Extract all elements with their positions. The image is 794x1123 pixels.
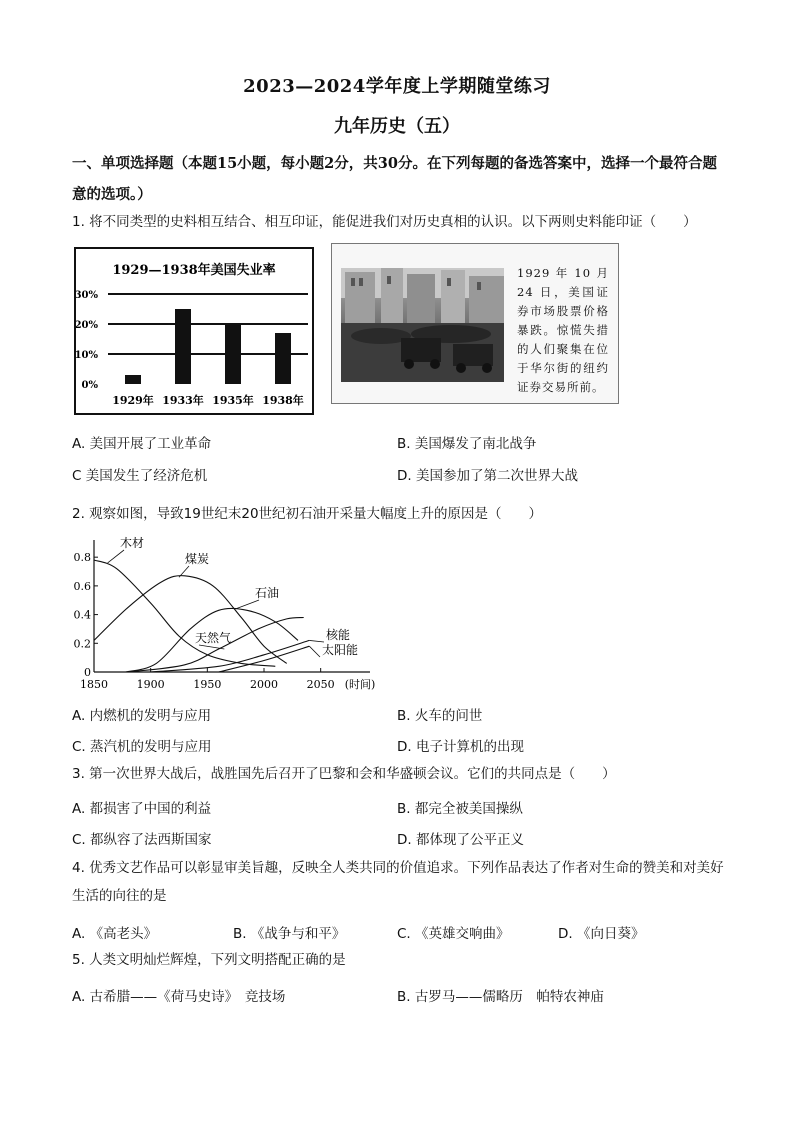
question-2-option-b[interactable]: B. 火车的问世	[397, 708, 483, 724]
series-label: 石油	[255, 586, 280, 600]
question-5-option-b[interactable]: B. 古罗马——儒略历 帕特农神庙	[397, 989, 604, 1005]
question-3-option-c[interactable]: C. 都纵容了法西斯国家	[72, 832, 212, 848]
series-label-pointer	[108, 550, 124, 563]
question-4-option-c[interactable]: C. 《英雄交响曲》	[397, 926, 510, 942]
question-1-option-d[interactable]: D. 美国参加了第二次世界大战	[397, 468, 578, 484]
series-label-pointer	[309, 646, 320, 657]
question-2-option-c[interactable]: C. 蒸汽机的发明与应用	[72, 739, 212, 755]
series-label: 天然气	[195, 631, 232, 645]
question-1-option-b[interactable]: B. 美国爆发了南北战争	[397, 436, 537, 452]
question-5-option-a[interactable]: A. 古希腊——《荷马史诗》 竞技场	[72, 989, 286, 1005]
unemployment-bar-chart	[74, 247, 314, 415]
exam-title: 2023—2024学年度上学期随堂练习	[243, 76, 551, 97]
x-tick-label: 2000	[250, 678, 278, 691]
question-3-option-a[interactable]: A. 都损害了中国的利益	[72, 801, 212, 817]
wall-street-crowd-photo	[341, 268, 504, 382]
unemployment-chart-svg	[76, 249, 312, 413]
y-tick-label: 30%	[76, 290, 98, 301]
question-3-option-d[interactable]: D. 都体现了公平正义	[397, 832, 524, 848]
question-2-stem: 2. 观察如图，导致19世纪末20世纪初石油开采量大幅度上升的原因是（ ）	[72, 506, 543, 522]
question-5-stem: 5. 人类文明灿烂辉煌，下列文明搭配正确的是	[72, 952, 346, 968]
bar	[225, 324, 241, 384]
series-label: 木材	[120, 536, 145, 550]
question-2-option-a[interactable]: A. 内燃机的发明与应用	[72, 708, 212, 724]
x-tick-label: 1935年	[212, 394, 254, 407]
bar	[275, 333, 291, 384]
energy-chart-svg	[70, 535, 390, 695]
x-tick-label: 1900	[136, 678, 165, 691]
x-tick-label: 1950	[193, 678, 222, 691]
question-4-option-d[interactable]: D. 《向日葵》	[558, 926, 645, 942]
question-2-option-d[interactable]: D. 电子计算机的出现	[397, 739, 524, 755]
series-label: 煤炭	[185, 552, 210, 566]
exam-subtitle: 九年历史（五）	[334, 116, 460, 137]
question-1-option-c[interactable]: C 美国发生了经济危机	[72, 468, 208, 484]
photo-caption: 1929 年 10 月 24 日，美国证券市场股票价格暴跌。惊慌失措的人们聚集在位于华尔街的纽约证券交易所前。	[517, 266, 609, 394]
x-axis-label: (时间)	[344, 678, 376, 691]
series-label: 核能	[326, 628, 351, 642]
series-label-pointer	[199, 645, 224, 649]
bar	[125, 375, 141, 384]
y-tick-label: 0	[84, 666, 91, 679]
section-heading: 一、单项选择题（本题15小题，每小题2分，共30分。在下列每题的备选答案中，选择一个最符合题意的选项。）	[72, 155, 717, 203]
chart-title: 1929—1938年美国失业率	[112, 263, 276, 278]
y-tick-label: 0.6	[73, 579, 91, 593]
y-tick-label: 10%	[76, 350, 98, 361]
question-4-option-a[interactable]: A. 《高老头》	[72, 926, 158, 942]
stock-crash-material	[331, 243, 619, 404]
series-label-pointer	[236, 600, 259, 609]
x-tick-label: 1933年	[162, 394, 204, 407]
bar	[175, 309, 191, 384]
question-4-option-b[interactable]: B. 《战争与和平》	[233, 926, 346, 942]
series-label: 太阳能	[322, 643, 359, 657]
x-tick-label: 2050	[306, 678, 335, 691]
y-tick-label: 20%	[76, 320, 98, 331]
question-3-stem: 3. 第一次世界大战后，战胜国先后召开了巴黎和会和华盛顿会议。它们的共同点是（ ）	[72, 766, 616, 782]
x-tick-label: 1929年	[112, 394, 154, 407]
x-tick-label: 1938年	[262, 394, 304, 407]
x-tick-label: 1850	[80, 678, 108, 691]
y-tick-label: 0.4	[73, 608, 91, 622]
y-tick-label: 0.8	[73, 551, 91, 565]
series-label-pointer	[309, 640, 324, 642]
question-4-stem: 4. 优秀文艺作品可以彰显审美旨趣，反映全人类共同的价值追求。下列作品表达了作者对生命的赞美和对美好生活的向往的是	[72, 860, 724, 904]
energy-line-chart	[70, 535, 390, 695]
y-tick-label: 0.2	[73, 637, 91, 651]
question-3-option-b[interactable]: B. 都完全被美国操纵	[397, 801, 523, 817]
question-1-stem: 1. 将不同类型的史料相互结合、相互印证，能促进我们对历史真相的认识。以下两则史料能印证（ ）	[72, 214, 697, 230]
y-tick-label: 0%	[81, 380, 98, 391]
question-1-option-a[interactable]: A. 美国开展了工业革命	[72, 436, 212, 452]
